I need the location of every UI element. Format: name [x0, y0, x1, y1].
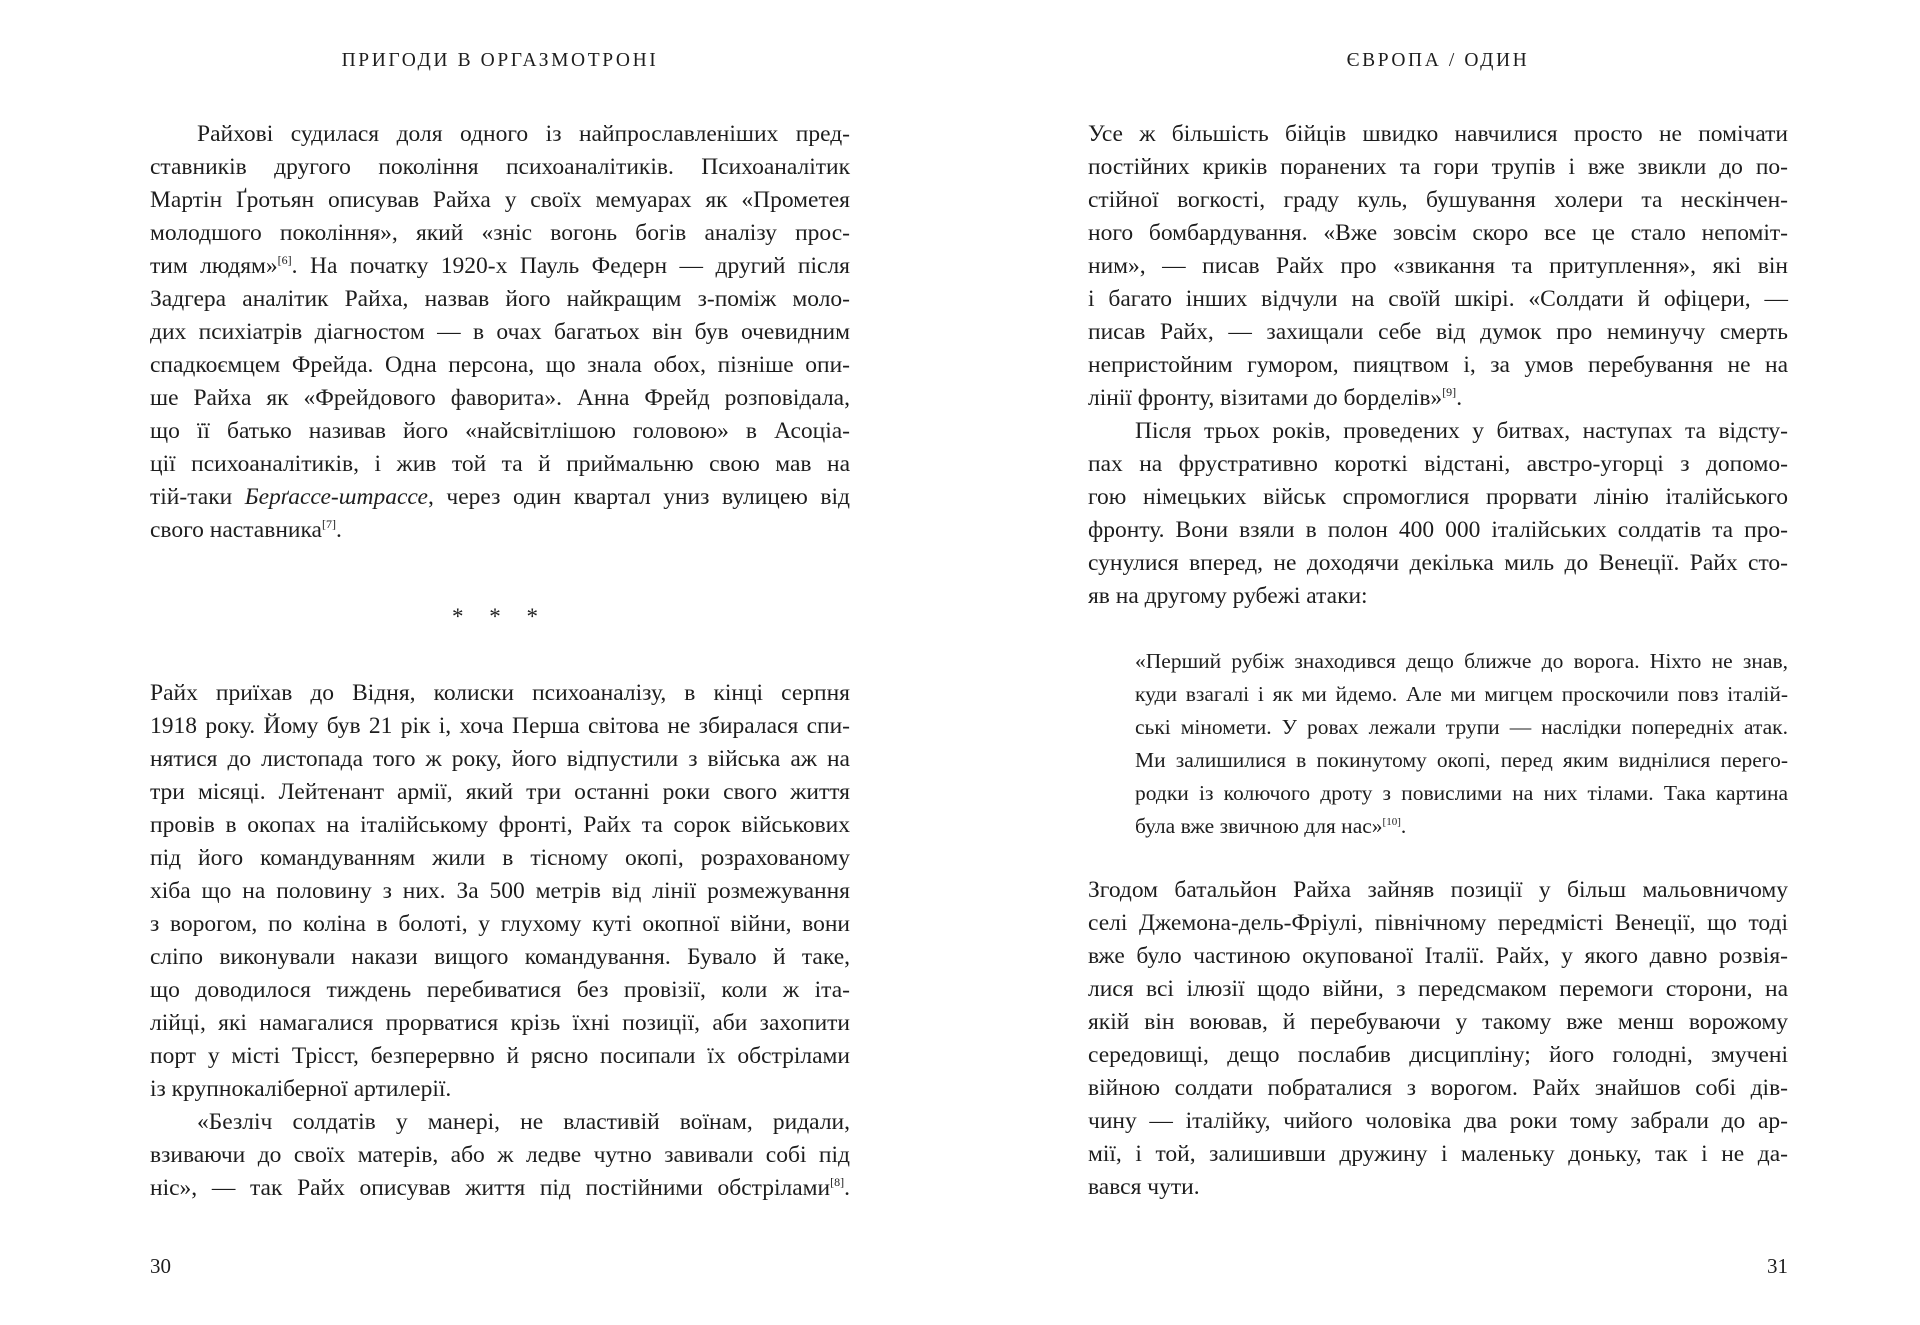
text-line	[1088, 382, 1788, 415]
text-line: нятися до листопада того ж року, його відпустили з війська аж на	[150, 746, 850, 772]
text-line: під його командуванням жили в тісному окопі, розрахованому	[150, 845, 850, 871]
text-line: гою німецьких військ спромоглися прорвати лінію італійського	[1088, 484, 1788, 510]
paragraph	[1088, 118, 1788, 613]
text-run: тій-таки	[150, 484, 245, 510]
text-run: .	[1400, 814, 1407, 838]
paragraph	[1088, 874, 1788, 1204]
text-run: .	[335, 517, 342, 543]
text-line: фронту. Вони взяли в полон 400 000 італійських солдатів та про-	[1088, 517, 1788, 543]
text-line: 1918 року. Йому був 21 рік і, хоча Перша світова не збиралася спи-	[150, 713, 850, 739]
text-run: . На початку 1920-х Пауль Федерн — другий після	[291, 253, 850, 279]
text-line: війною солдати побраталися з ворогом. Райх знайшов собі дів-	[1088, 1075, 1788, 1101]
footnote-ref: [8]	[830, 1175, 845, 1189]
text-line: що її батько називав його «найсвітлішою головою» в Асоціа-	[150, 418, 850, 444]
text-run: .	[844, 1175, 850, 1201]
text-line: Райх приїхав до Відня, колиски психоаналізу, в кінці серпня	[150, 680, 850, 706]
text-line: вже було частиною окупованої Італії. Райх, у якого давно розвія-	[1088, 943, 1788, 969]
text-run: тим людям»	[150, 253, 278, 279]
text-line: Усе ж більшість бійців швидко навчилися просто не помічати	[1088, 121, 1788, 147]
quote-line: ські міномети. У ровах лежали трупи — наслідки попередніх атак.	[1135, 715, 1788, 739]
text-line: ції психоаналітиків, і жив той та й приймальню свою мав на	[150, 451, 850, 477]
text-line: провів в окопах на італійському фронті, Райх та сорок військових	[150, 812, 850, 838]
text-run: свого наставника	[150, 517, 322, 543]
left-page	[150, 0, 850, 1325]
text-line: селі Джемона-дель-Фріулі, північному передмісті Венеції, що тоді	[1088, 910, 1788, 936]
footnote-ref: [7]	[321, 517, 336, 531]
right-page	[1088, 0, 1788, 1325]
text-run: була вже звичною для нас»	[1135, 814, 1383, 838]
footnote-ref: [9]	[1442, 385, 1457, 399]
text-line: «Безліч солдатів у манері, не властивій воїнам, ридали,	[197, 1109, 850, 1135]
text-line: ше Райха як «Фрейдового фаворита». Анна Фрейд розповідала,	[150, 385, 850, 411]
quote-line	[1135, 810, 1788, 843]
text-line	[150, 250, 850, 283]
italic-street-name: Берґассе-штрассе	[244, 484, 428, 510]
text-line	[150, 514, 850, 547]
text-line: Задгера аналітик Райха, назвав його найкращим з-поміж моло-	[150, 286, 850, 312]
running-head: ПРИГОДИ В ОРГАЗМОТРОНІ	[341, 50, 659, 71]
text-line: з ворогом, по коліна в болоті, у глухому куті окопної війни, вони	[150, 911, 850, 937]
text-line: середовищі, дещо послабив дисципліну; його голодні, змучені	[1088, 1042, 1788, 1068]
text-line: стійної вогкості, граду куль, бушування холери та нескінчен-	[1088, 187, 1788, 213]
footnote-ref: [10]	[1382, 816, 1401, 828]
text-line: мії, і той, залишивши дружину і маленьку доньку, так і не да-	[1088, 1141, 1788, 1167]
text-run: лінії фронту, візитами до борделів»	[1088, 385, 1443, 411]
text-line: що доводилося тиждень перебиватися без провізії, коли ж іта-	[150, 977, 850, 1003]
text-line: пах на фрустративно короткі відстані, австро-угорці з допомо-	[1088, 451, 1788, 477]
quote-line: куди взагалі і як ми йдемо. Але ми мигцем проскочили повз італій-	[1135, 682, 1788, 706]
text-line	[150, 1172, 850, 1205]
block-quote	[1135, 645, 1788, 843]
text-run: .	[1456, 385, 1463, 411]
quote-line: «Перший рубіж знаходився дещо ближче до ворога. Ніхто не знав,	[1135, 649, 1788, 673]
running-head: ЄВРОПА / ОДИН	[1346, 50, 1530, 71]
text-line: взиваючи до своїх матерів, або ж ледве чутно завивали собі під	[150, 1142, 850, 1168]
text-line: спадкоємцем Фрейда. Одна персона, що знала обох, пізніше опи-	[150, 352, 850, 378]
quote-line: родки із колючого дроту з повислими на них тілами. Така картина	[1135, 781, 1788, 805]
text-line: писав Райх, — захищали себе від думок про неминучу смерть	[1088, 319, 1788, 345]
text-line: ного бомбардування. «Вже зовсім скоро все це стало непоміт-	[1088, 220, 1788, 246]
text-line: постійних криків поранених та гори трупів і вже звикли до по-	[1088, 154, 1788, 180]
section-separator: * * *	[452, 604, 548, 629]
text-line: непристойним гумором, пияцтвом і, за умов перебування не на	[1088, 352, 1788, 378]
text-line: якій він воював, й перебуваючи у такому вже менш ворожому	[1088, 1009, 1788, 1035]
text-line: Згодом батальйон Райха зайняв позиції у більш мальовничому	[1088, 877, 1788, 903]
quote-line: Ми залишилися в покинутому окопі, перед яким виднілися перего-	[1135, 748, 1788, 772]
text-line: три місяці. Лейтенант армії, який три останні роки свого життя	[150, 779, 850, 805]
text-run: ніс», — так Райх описував життя під постійними обстрілами	[150, 1175, 831, 1201]
text-line: із крупнокаліберної артилерії.	[150, 1076, 452, 1102]
paragraph	[150, 677, 850, 1205]
text-line: молодшого покоління», який «зніс вогонь богів аналізу прос-	[150, 220, 850, 246]
text-run: , через один квартал униз вулицею від	[427, 484, 850, 510]
text-line: хіба що на половину з них. За 500 метрів від лінії розмежування	[150, 878, 850, 904]
footnote-ref: [6]	[277, 253, 292, 267]
text-line: яв на другому рубежі атаки:	[1088, 583, 1368, 609]
text-line: сліпо виконували накази вищого командування. Бувало й таке,	[150, 944, 850, 970]
text-line: Райхові судилася доля одного із найпрославленіших пред-	[197, 121, 850, 147]
text-line: Після трьох років, проведених у битвах, наступах та відсту-	[1135, 418, 1788, 444]
text-line: вався чути.	[1088, 1174, 1200, 1200]
text-line: порт у місті Трісст, безперервно й рясно посипали їх обстрілами	[150, 1043, 850, 1069]
text-line	[150, 481, 850, 514]
page-number: 30	[150, 1254, 171, 1278]
paragraph	[150, 118, 850, 547]
page-number: 31	[1767, 1254, 1788, 1278]
text-line: ставників другого покоління психоаналітиків. Психоаналітик	[150, 154, 850, 180]
text-line: чину — італійку, чийого чоловіка два роки тому забрали до ар-	[1088, 1108, 1788, 1134]
text-line: ним», — писав Райх про «звикання та притуплення», які він	[1088, 253, 1788, 279]
text-line: дих психіатрів діагностом — в очах багатьох він був очевидним	[150, 319, 850, 345]
text-line: лійці, які намагалися прорватися крізь їхні позиції, аби захопити	[150, 1010, 850, 1036]
text-line: Мартін Ґротьян описував Райха у своїх мемуарах як «Прометея	[150, 187, 850, 213]
text-line: лися всі ілюзії щодо війни, з передсмаком перемоги сторони, на	[1088, 976, 1788, 1002]
text-line: і багато інших відчули на своїй шкірі. «Солдати й офіцери, —	[1088, 286, 1788, 312]
text-line: сунулися вперед, не доходячи декілька миль до Венеції. Райх сто-	[1088, 550, 1788, 576]
